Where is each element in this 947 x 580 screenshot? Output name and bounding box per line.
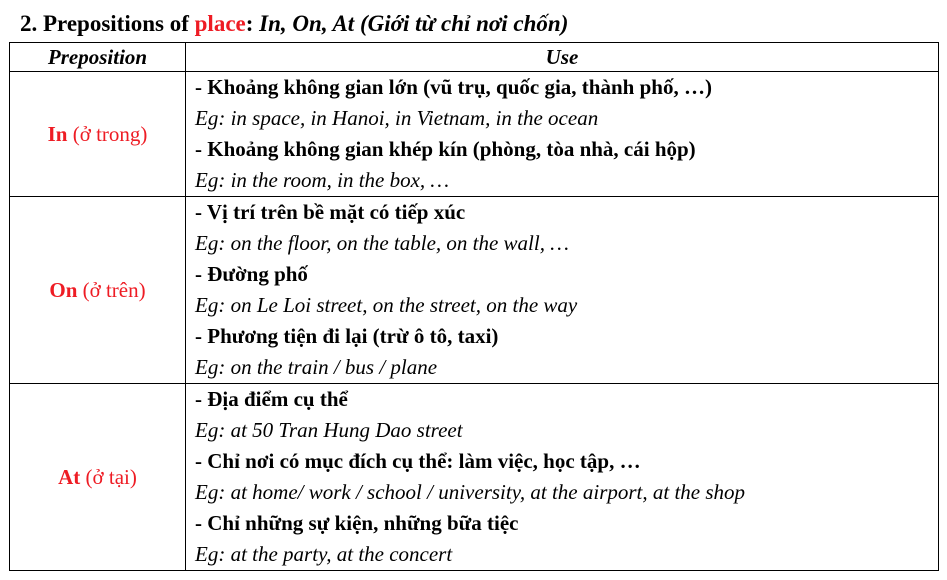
table-header-row — [10, 43, 939, 72]
header-preposition: Preposition — [10, 43, 186, 72]
preposition-cell — [10, 72, 186, 197]
use-cell — [186, 72, 939, 197]
preposition-word: On — [49, 277, 78, 302]
heading-colon: : — [245, 11, 260, 36]
use-example: Eg: at home/ work / school / university, at the airport, at the shop — [195, 480, 746, 504]
use-rule: - Chỉ nơi có mục đích cụ thể: làm việc, học tập, … — [195, 449, 641, 473]
preposition-cell — [10, 384, 186, 571]
header-use: Use — [186, 43, 939, 72]
use-rule: - Đường phố — [195, 262, 308, 286]
use-rule: - Phương tiện đi lại (trừ ô tô, taxi) — [195, 324, 499, 348]
preposition-cell — [10, 197, 186, 384]
prepositions-table — [9, 42, 939, 571]
preposition-word: At — [58, 464, 81, 489]
heading-highlight: place — [194, 11, 246, 36]
use-rule: - Chỉ những sự kiện, những bữa tiệc — [195, 511, 519, 535]
section-heading — [20, 9, 568, 39]
use-rule: - Khoảng không gian lớn (vũ trụ, quốc gia, thành phố, …) — [195, 75, 712, 99]
table-row-in — [10, 72, 939, 197]
preposition-vietnamese: (ở trên) — [77, 277, 146, 302]
use-cell — [186, 197, 939, 384]
use-example: Eg: on the train / bus / plane — [195, 355, 438, 379]
use-example: Eg: at 50 Tran Hung Dao street — [195, 418, 463, 442]
heading-number: 2. Prepositions of — [20, 11, 195, 36]
preposition-word: In — [47, 121, 68, 146]
heading-rest: In, On, At (Giới từ chỉ nơi chốn) — [259, 11, 569, 36]
table-row-on — [10, 197, 939, 384]
use-example: Eg: on the floor, on the table, on the wall, … — [195, 231, 569, 255]
preposition-vietnamese: (ở trong) — [67, 121, 148, 146]
use-cell — [186, 384, 939, 571]
table-row-at — [10, 384, 939, 571]
use-example: Eg: on Le Loi street, on the street, on the way — [195, 293, 578, 317]
use-rule: - Vị trí trên bề mặt có tiếp xúc — [195, 200, 466, 224]
preposition-vietnamese: (ở tại) — [80, 464, 137, 489]
use-example: Eg: at the party, at the concert — [195, 542, 453, 566]
use-example: Eg: in the room, in the box, … — [195, 168, 450, 192]
use-rule: - Khoảng không gian khép kín (phòng, tòa nhà, cái hộp) — [195, 137, 696, 161]
use-rule: - Địa điểm cụ thể — [195, 387, 348, 411]
use-example: Eg: in space, in Hanoi, in Vietnam, in the ocean — [195, 106, 599, 130]
